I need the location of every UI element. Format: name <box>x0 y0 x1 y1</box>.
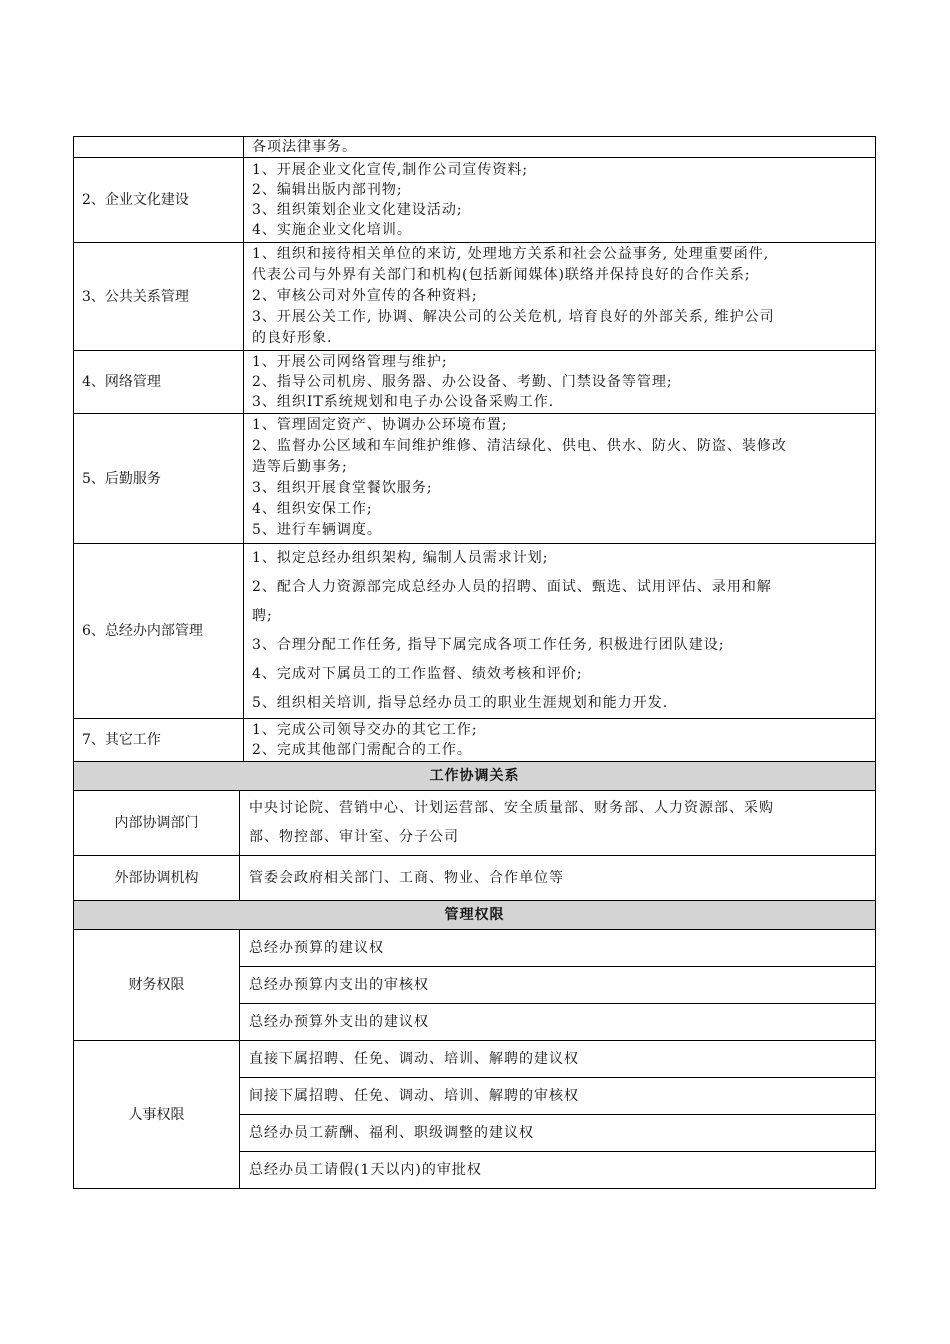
duty-line: 1、管理固定资产、协调办公环境布置; <box>252 417 508 433</box>
duty-row-public-relations <box>74 243 876 351</box>
coordination-section-header <box>74 762 876 791</box>
duty-line: 1、开展公司网络管理与维护; <box>252 354 448 370</box>
duty-line: 3、组织IT系统规划和电子办公设备采购工作. <box>252 394 555 410</box>
duty-line: 2、审核公司对外宣传的各种资料; <box>252 288 478 304</box>
duty-line: 2、完成其他部门需配合的工作。 <box>252 742 472 758</box>
duty-label: 4、网络管理 <box>74 351 244 414</box>
duty-line: 1、完成公司领导交办的其它工作; <box>252 722 478 738</box>
duty-row-legal-continued <box>74 137 876 158</box>
coordination-row-internal <box>74 791 876 856</box>
coordination-line: 中央讨论院、营销中心、计划运营部、安全质量部、财务部、人力资源部、采购 <box>249 800 774 816</box>
authority-section-header <box>74 901 876 930</box>
authority-item: 总经办预算外支出的建议权 <box>240 1004 876 1041</box>
coordination-label: 外部协调机构 <box>74 856 240 901</box>
duty-row-logistics <box>74 414 876 544</box>
duty-line: 2、编辑出版内部刊物; <box>252 182 403 198</box>
authority-label-finance: 财务权限 <box>74 930 240 1041</box>
duty-content <box>244 351 876 414</box>
duty-line: 1、开展企业文化宣传,制作公司宣传资料; <box>252 162 529 178</box>
duty-line: 聘; <box>252 608 273 624</box>
duty-line: 3、合理分配工作任务, 指导下属完成各项工作任务, 积极进行团队建设; <box>252 637 725 653</box>
duty-line: 2、监督办公区域和车间维护维修、清洁绿化、供电、供水、防火、防盗、装修改 <box>252 438 787 454</box>
duty-content <box>244 544 876 719</box>
duty-line: 2、配合人力资源部完成总经办人员的招聘、面试、甄选、试用评估、录用和解 <box>252 579 772 595</box>
duty-content <box>244 243 876 351</box>
duty-line: 1、组织和接待相关单位的来访, 处理地方关系和社会公益事务, 处理重要函件, <box>252 246 770 262</box>
coordination-title: 工作协调关系 <box>74 762 876 791</box>
duty-line: 4、完成对下属员工的工作监督、绩效考核和评价; <box>252 666 583 682</box>
coordination-content <box>240 791 876 856</box>
duty-label <box>74 137 244 158</box>
authority-item: 总经办员工请假(1天以内)的审批权 <box>240 1152 876 1189</box>
authority-item: 总经办预算的建议权 <box>240 930 876 967</box>
duty-content <box>244 719 876 762</box>
coordination-row-external <box>74 856 876 901</box>
duty-row-other <box>74 719 876 762</box>
duty-line: 4、组织安保工作; <box>252 501 373 517</box>
duty-line: 代表公司与外界有关部门和机构(包括新闻媒体)联络并保持良好的合作关系; <box>252 267 751 283</box>
authority-item: 直接下属招聘、任免、调动、培训、解聘的建议权 <box>240 1041 876 1078</box>
duty-line: 5、进行车辆调度。 <box>252 522 382 538</box>
duty-line: 3、开展公关工作, 协调、解决公司的公关危机, 培育良好的外部关系, 维护公司 <box>252 309 775 325</box>
duty-line: 5、组织相关培训, 指导总经办员工的职业生涯规划和能力开发. <box>252 695 669 711</box>
duty-table <box>73 136 876 762</box>
coordination-content <box>240 856 876 901</box>
duty-content <box>244 414 876 544</box>
duty-line: 各项法律事务。 <box>252 139 357 155</box>
duty-label: 7、其它工作 <box>74 719 244 762</box>
duty-content <box>244 158 876 243</box>
duty-line: 3、组织策划企业文化建设活动; <box>252 202 463 218</box>
job-description-document <box>73 136 875 1189</box>
duty-line: 2、指导公司机房、服务器、办公设备、考勤、门禁设备等管理; <box>252 374 673 390</box>
coordination-label: 内部协调部门 <box>74 791 240 856</box>
authority-item: 总经办员工薪酬、福利、职级调整的建议权 <box>240 1115 876 1152</box>
authority-item: 总经办预算内支出的审核权 <box>240 967 876 1004</box>
duty-line: 1、拟定总经办组织架构, 编制人员需求计划; <box>252 550 549 566</box>
coordination-line: 部、物控部、审计室、分子公司 <box>249 829 459 845</box>
authority-item: 间接下属招聘、任免、调动、培训、解聘的审核权 <box>240 1078 876 1115</box>
duty-line: 造等后勤事务; <box>252 459 348 475</box>
duty-label: 2、企业文化建设 <box>74 158 244 243</box>
authority-title: 管理权限 <box>74 901 876 930</box>
authority-row <box>74 1041 876 1078</box>
duty-label: 5、后勤服务 <box>74 414 244 544</box>
duty-line: 4、实施企业文化培训。 <box>252 222 412 238</box>
duty-content <box>244 137 876 158</box>
duty-label: 6、总经办内部管理 <box>74 544 244 719</box>
duty-line: 的良好形象. <box>252 330 333 346</box>
duty-row-corporate-culture <box>74 158 876 243</box>
duty-row-internal-management <box>74 544 876 719</box>
coordination-table <box>73 761 876 1189</box>
duty-line: 3、组织开展食堂餐饮服务; <box>252 480 433 496</box>
authority-row <box>74 930 876 967</box>
authority-label-personnel: 人事权限 <box>74 1041 240 1189</box>
duty-label: 3、公共关系管理 <box>74 243 244 351</box>
coordination-line: 管委会政府相关部门、工商、物业、合作单位等 <box>249 870 564 886</box>
duty-row-network <box>74 351 876 414</box>
